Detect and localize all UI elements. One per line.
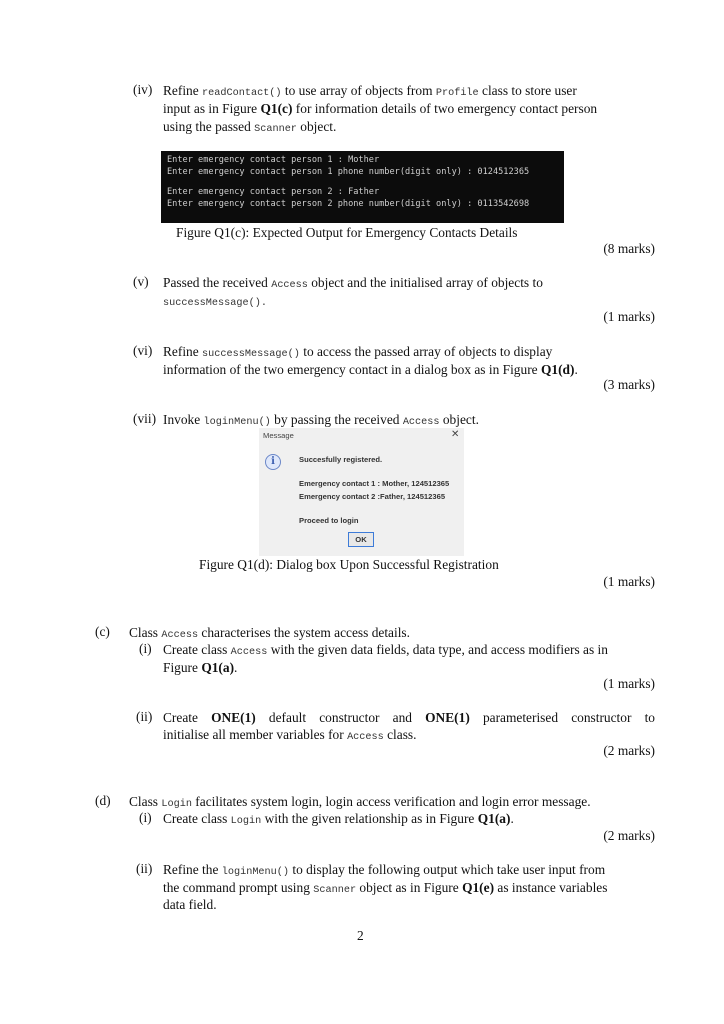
console-line: Enter emergency contact person 1 : Mother [167, 155, 380, 165]
item-v-line-1: Passed the received Access object and the initialised array of objects to [163, 275, 543, 291]
code-successMessage: successMessage() [202, 349, 300, 360]
dialog-message-line: Emergency contact 2 :Father, 124512365 [299, 492, 446, 501]
code-access: Access [271, 280, 308, 291]
section-d-ii-line-3: data field. [163, 897, 217, 912]
console-line: Enter emergency contact person 2 : Father [167, 187, 380, 197]
code-login: Login [161, 799, 192, 810]
item-vi-line-2: information of the two emergency contact in a dialog box as in Figure Q1(d). [163, 362, 578, 377]
marks-c-i: (1 marks) [603, 676, 655, 691]
marks-vi: (3 marks) [603, 377, 655, 392]
info-icon: i [265, 454, 281, 470]
code-login: Login [230, 816, 262, 827]
code-loginMenu: loginMenu() [203, 417, 271, 428]
section-c-i-line-1: Create class Access with the given data fields, data type, and access modifiers as in [163, 642, 608, 658]
code-successMessage: successMessage(). [163, 298, 267, 309]
item-v-line-2 [163, 292, 267, 313]
code-loginMenu: loginMenu() [221, 867, 289, 878]
dialog-message-line: Succesfully registered. [299, 455, 383, 464]
item-vi-line-1: Refine successMessage() to access the passed array of objects to display [163, 344, 553, 360]
item-v-label: (v) [133, 274, 149, 289]
ok-button[interactable]: OK [348, 532, 374, 547]
section-d-ii-line-1: Refine the loginMenu() to display the following output which take user input from [163, 862, 606, 878]
item-iv-label: (iv) [133, 82, 153, 97]
figure-q1c-caption: Figure Q1(c): Expected Output for Emergency Contacts Details [176, 225, 518, 240]
item-iv-line-3: using the passed Scanner object. [163, 119, 337, 135]
marks-d-i: (2 marks) [603, 828, 655, 843]
section-c-i-label: (i) [139, 641, 152, 656]
code-access: Access [161, 630, 199, 641]
code-access: Access [402, 417, 440, 428]
section-c-ii-label: (ii) [136, 709, 153, 724]
section-c-ii-line-1: Create ONE(1) default constructor and ONE(1) parameterised constructor to [163, 710, 656, 725]
item-iv-line-2: input as in Figure Q1(c) for information details of two emergency contact person [163, 101, 598, 116]
section-c-i-line-2: Figure Q1(a). [163, 660, 238, 675]
code-readContact: readContact() [202, 88, 282, 99]
item-vi-label: (vi) [133, 343, 153, 358]
marks-c-ii: (2 marks) [603, 743, 655, 758]
section-d-intro: Class Login facilitates system login, login access verification and login error message. [129, 794, 591, 810]
code-profile: Profile [435, 88, 479, 99]
figure-q1d-caption: Figure Q1(d): Dialog box Upon Successful Registration [199, 557, 499, 572]
section-c-label: (c) [95, 624, 110, 639]
section-d-ii-line-2: the command prompt using Scanner object as in Figure Q1(e) as instance variables [163, 880, 608, 896]
console-line: Enter emergency contact person 2 phone number(digit only) : 0113542698 [167, 199, 530, 209]
page-number: 2 [357, 928, 364, 943]
marks-v: (1 marks) [603, 309, 655, 324]
console-output-figure [161, 151, 564, 223]
section-c-ii-line-2: initialise all member variables for Access class. [163, 727, 417, 743]
marks-vii: (1 marks) [603, 574, 655, 589]
section-d-i-line-1: Create class Login with the given relationship as in Figure Q1(a). [163, 811, 514, 827]
section-d-label: (d) [95, 793, 111, 808]
item-iv-line-1: Refine readContact() to use array of objects from Profile class to store user [163, 83, 577, 99]
item-vii-label: (vii) [133, 411, 157, 426]
section-d-i-label: (i) [139, 810, 152, 825]
item-vii-line-1: Invoke loginMenu() by passing the received Access object. [163, 412, 479, 428]
code-access: Access [230, 647, 268, 658]
code-scanner: Scanner [254, 124, 297, 135]
dialog-title: Message [263, 431, 294, 440]
dialog-message-line: Emergency contact 1 : Mother, 124512365 [299, 479, 450, 488]
section-c-intro: Class Access characterises the system access details. [129, 625, 410, 641]
dialog-message-line: Proceed to login [299, 516, 359, 525]
code-access: Access [347, 732, 384, 743]
section-d-ii-label: (ii) [136, 861, 153, 876]
marks-iv: (8 marks) [603, 241, 655, 256]
console-line: Enter emergency contact person 1 phone number(digit only) : 0124512365 [167, 167, 530, 177]
message-dialog-figure [259, 428, 464, 556]
code-scanner: Scanner [313, 885, 357, 896]
close-icon[interactable]: ✕ [451, 429, 460, 440]
